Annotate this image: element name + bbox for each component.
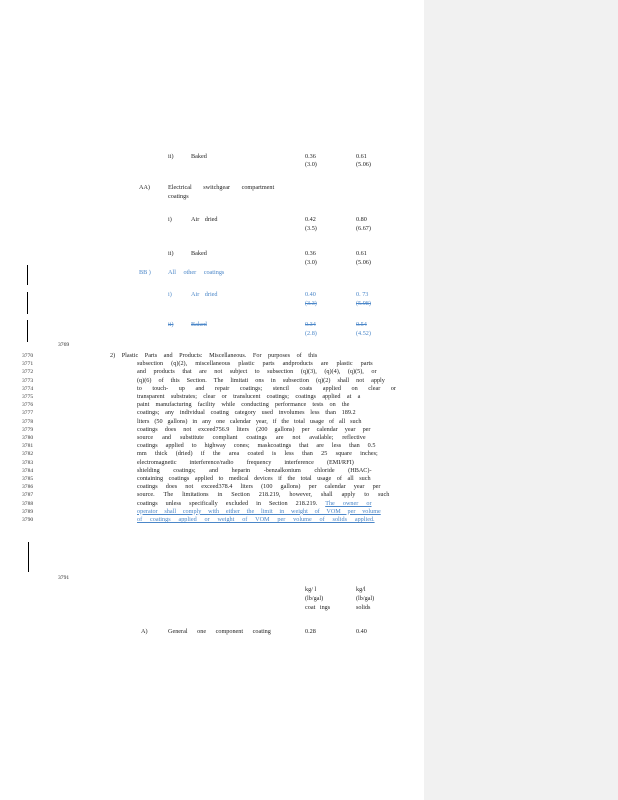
value-cell: 0.54: [356, 321, 367, 328]
line-number: 3778: [22, 418, 34, 425]
line-number: 3770: [22, 353, 34, 359]
value-cell: (3.0): [305, 259, 317, 266]
line-number: 3783: [22, 459, 34, 466]
paragraph-line: coatings; any individual coating category used involumes less than 189.2: [137, 409, 356, 417]
line-number: 3790: [22, 517, 34, 523]
value-cell: 0.80: [356, 216, 367, 223]
value-cell: 0.42: [305, 216, 316, 223]
paragraph-line: electromagnetic interference/radio frequency interference (EMI/RFI): [137, 458, 354, 466]
units-header: kg/l: [356, 586, 366, 593]
line-number: 3786: [22, 484, 34, 491]
line-number: 3780: [22, 435, 34, 441]
comment-pane: [424, 0, 618, 800]
line-number: 3781: [22, 443, 34, 450]
inserted-text: of coatings applied or weight of VOM per volume of solids applied.: [137, 516, 375, 523]
paragraph-line: source. The limitations in Section 218.219, however, shall apply to such: [137, 491, 390, 499]
change-bar: [28, 542, 29, 572]
paragraph-line: containing coatings applied to medical devices if the total usage of all such: [137, 475, 371, 482]
row-label: AA): [139, 184, 150, 191]
line-number: 3775: [22, 394, 34, 400]
paragraph-line: coatings does not exceed378.4 liters (100 gallons) per calendar year per: [137, 483, 381, 491]
line-number: 3788: [22, 500, 34, 507]
value-cell: (6.67): [356, 225, 371, 232]
row-label: i): [168, 216, 172, 223]
line-number: 3787: [22, 492, 34, 499]
paragraph-line: coatings applied to highway cones; maskcoatings that are less than 0.5: [137, 442, 376, 450]
units-header: kg/ l: [305, 586, 317, 593]
row-label: A): [141, 628, 148, 635]
value-cell: (5.06): [356, 259, 371, 266]
value-cell: (5.98): [356, 300, 371, 307]
value-cell: (2.8): [305, 330, 317, 337]
row-description: Electrical switchgear compartment: [168, 184, 275, 191]
paragraph-line: liters (50 gallons) in any one calendar year, if the total usage of all such: [137, 417, 362, 425]
line-number: 3776: [22, 402, 34, 409]
paragraph-heading: 2) Plastic Parts and Products: Miscellaneous. For purposes of this: [110, 352, 318, 359]
paragraph-line: mm thick (dried) if the area coated is less than 25 square inches;: [137, 450, 378, 458]
row-description: Baked: [191, 321, 207, 328]
row-description: Air dried: [191, 291, 218, 298]
value-cell: 0.61: [356, 153, 367, 160]
paragraph-line: paint manufacturing facility while conducting performance tests on the: [137, 401, 350, 409]
value-cell: 0.61: [356, 250, 367, 257]
units-header: solids: [356, 604, 371, 611]
units-header: (lb/gal): [356, 595, 375, 602]
inserted-text: operator shall comply with either the limit in weight of VOM per volume: [137, 507, 381, 515]
line-number: 3791: [58, 575, 70, 581]
paragraph-line: [137, 500, 372, 508]
paragraph-line: to touch- up and repair coatings; stencil coats applied on clear or: [137, 384, 396, 392]
value-cell: 0.40: [305, 291, 316, 298]
value-cell: 0.36: [305, 153, 316, 160]
value-cell: 0.40: [356, 628, 367, 635]
value-cell: (5.06): [356, 161, 371, 168]
line-number: 3773: [22, 377, 34, 384]
value-cell: 0.36: [305, 250, 316, 257]
change-bar: [27, 265, 28, 285]
row-label: i): [168, 291, 172, 298]
value-cell: 0. 73: [356, 291, 369, 298]
paragraph-line: (q)(6) of this Section. The limitati ons in subsection (q)(2) shall not apply: [137, 376, 385, 384]
row-description: All other coatings: [168, 269, 225, 276]
value-cell: 0.34: [305, 321, 316, 328]
line-number: 3769: [58, 342, 70, 348]
line-number: 3774: [22, 385, 34, 392]
paragraph-line: and products that are not subject to subsection (q)(3), (q)(4), (q)(5), or: [137, 368, 377, 376]
paragraph-line: shielding coatings; and heparin -benzalkonium chloride (HBAC)-: [137, 466, 372, 474]
value-cell: (4.52): [356, 330, 371, 337]
value-cell: 0.28: [305, 628, 316, 635]
line-number: 3771: [22, 361, 34, 368]
row-label: ii): [168, 321, 174, 328]
row-description: Baked: [191, 153, 207, 160]
paragraph-line: source and substitute compliant coatings are not available; reflective: [137, 434, 366, 441]
paragraph-line: coatings does not exceed756.9 liters (200 gallons) per calendar year per: [137, 425, 371, 433]
row-description: Air dried: [191, 216, 218, 223]
value-cell: (3.5): [305, 225, 317, 232]
inserted-text: The owner or: [325, 499, 372, 507]
line-number: 3777: [22, 410, 34, 417]
line-number: 3785: [22, 476, 34, 482]
paragraph-text: coatings unless specifically excluded in Section 218.219.: [137, 499, 318, 507]
row-description: Baked: [191, 250, 207, 257]
row-description-cont: coatings: [168, 193, 189, 200]
line-number: 3789: [22, 508, 34, 515]
change-bar: [27, 320, 28, 342]
change-bar: [27, 292, 28, 314]
units-header: (lb/gal): [305, 595, 324, 602]
line-number: 3779: [22, 426, 34, 433]
paragraph-line: subsection (q)(2), miscellaneous plastic parts andproducts are plastic parts: [137, 360, 373, 368]
line-number: 3772: [22, 369, 34, 376]
value-cell: (3.3): [305, 300, 317, 307]
units-header: coat ings: [305, 604, 331, 611]
row-label: ii): [168, 250, 174, 257]
paragraph-line: transparent substrates; clear or translucent coatings; coatings applied at a: [137, 393, 361, 400]
row-description: General one component coating: [168, 628, 271, 635]
row-label: ii): [168, 153, 174, 160]
line-number: 3782: [22, 451, 34, 458]
value-cell: (3.0): [305, 161, 317, 168]
line-number: 3784: [22, 467, 34, 474]
row-label: BB ): [139, 269, 151, 276]
